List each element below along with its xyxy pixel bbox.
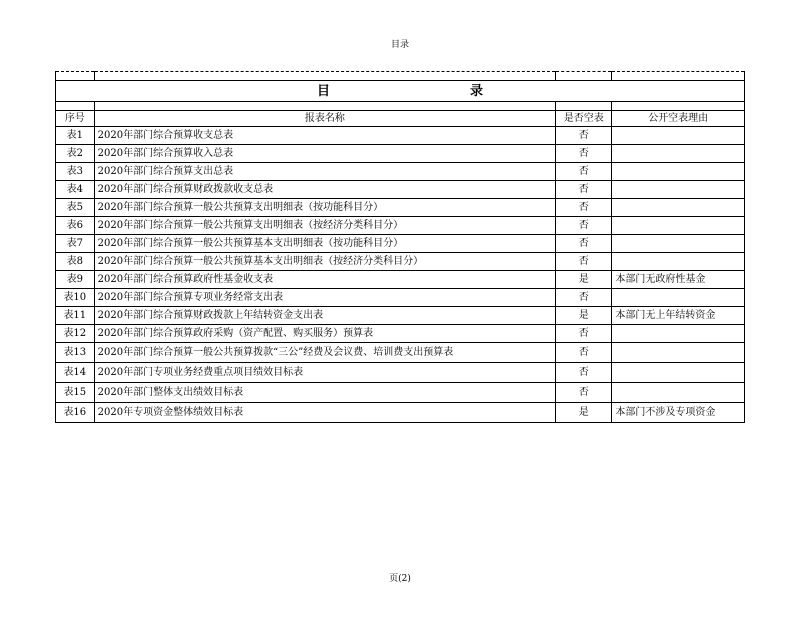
row-number: 表13 xyxy=(56,343,95,363)
empty-reason xyxy=(612,163,745,181)
is-empty: 否 xyxy=(556,363,612,383)
report-name: 2020年部门综合预算支出总表 xyxy=(94,163,555,181)
empty-reason xyxy=(612,217,745,235)
is-empty: 否 xyxy=(556,163,612,181)
is-empty: 否 xyxy=(556,145,612,163)
spacer-row xyxy=(56,72,745,81)
is-empty: 否 xyxy=(556,325,612,343)
report-name: 2020年专项资金整体绩效目标表 xyxy=(94,403,555,423)
is-empty: 否 xyxy=(556,217,612,235)
column-header: 是否空表 xyxy=(556,111,612,127)
is-empty: 否 xyxy=(556,199,612,217)
catalog-table xyxy=(55,71,745,423)
table-row xyxy=(56,217,745,235)
report-name: 2020年部门综合预算政府采购（资产配置、购买服务）预算表 xyxy=(94,325,555,343)
row-number: 表2 xyxy=(56,145,95,163)
empty-reason xyxy=(612,289,745,307)
empty-reason xyxy=(612,343,745,363)
report-name: 2020年部门综合预算专项业务经常支出表 xyxy=(94,289,555,307)
is-empty: 否 xyxy=(556,289,612,307)
table-row xyxy=(56,343,745,363)
row-number: 表7 xyxy=(56,235,95,253)
column-header: 公开空表理由 xyxy=(612,111,745,127)
is-empty: 是 xyxy=(556,307,612,325)
row-number: 表16 xyxy=(56,403,95,423)
row-number: 表4 xyxy=(56,181,95,199)
empty-reason xyxy=(612,363,745,383)
table-title xyxy=(56,81,745,102)
report-name: 2020年部门综合预算财政拨款收支总表 xyxy=(94,181,555,199)
title-left: 目 xyxy=(316,83,330,99)
report-name: 2020年部门综合预算收入总表 xyxy=(94,145,555,163)
table-body xyxy=(56,127,745,423)
report-name: 2020年部门综合预算政府性基金收支表 xyxy=(94,271,555,289)
table-row xyxy=(56,145,745,163)
is-empty: 否 xyxy=(556,181,612,199)
report-name: 2020年部门综合预算一般公共预算基本支出明细表（按功能科目分） xyxy=(94,235,555,253)
spacer-row xyxy=(56,102,745,111)
empty-reason: 本部门无上年结转资金 xyxy=(612,307,745,325)
table-row xyxy=(56,289,745,307)
empty-reason xyxy=(612,145,745,163)
is-empty: 否 xyxy=(556,253,612,271)
table-row xyxy=(56,271,745,289)
row-number: 表15 xyxy=(56,383,95,403)
table-row xyxy=(56,325,745,343)
row-number: 表10 xyxy=(56,289,95,307)
table-header-row xyxy=(56,111,745,127)
table-title-row xyxy=(56,81,745,102)
is-empty: 否 xyxy=(556,235,612,253)
report-name: 2020年部门专项业务经费重点项目绩效目标表 xyxy=(94,363,555,383)
title-right: 录 xyxy=(470,83,484,99)
empty-reason: 本部门不涉及专项资金 xyxy=(612,403,745,423)
report-name: 2020年部门综合预算一般公共预算基本支出明细表（按经济分类科目分） xyxy=(94,253,555,271)
report-name: 2020年部门综合预算财政拨款上年结转资金支出表 xyxy=(94,307,555,325)
row-number: 表6 xyxy=(56,217,95,235)
column-header: 序号 xyxy=(56,111,95,127)
is-empty: 是 xyxy=(556,271,612,289)
table-row xyxy=(56,307,745,325)
table-row xyxy=(56,383,745,403)
empty-reason xyxy=(612,127,745,145)
row-number: 表5 xyxy=(56,199,95,217)
row-number: 表12 xyxy=(56,325,95,343)
row-number: 表3 xyxy=(56,163,95,181)
row-number: 表11 xyxy=(56,307,95,325)
empty-reason xyxy=(612,253,745,271)
report-name: 2020年部门综合预算收支总表 xyxy=(94,127,555,145)
is-empty: 否 xyxy=(556,127,612,145)
table-row xyxy=(56,199,745,217)
table-row xyxy=(56,235,745,253)
is-empty: 否 xyxy=(556,383,612,403)
table-row xyxy=(56,163,745,181)
row-number: 表14 xyxy=(56,363,95,383)
is-empty: 是 xyxy=(556,403,612,423)
report-name: 2020年部门综合预算一般公共预算支出明细表（按功能科目分） xyxy=(94,199,555,217)
empty-reason xyxy=(612,325,745,343)
table-row xyxy=(56,403,745,423)
empty-reason xyxy=(612,235,745,253)
empty-reason: 本部门无政府性基金 xyxy=(612,271,745,289)
empty-reason xyxy=(612,181,745,199)
column-header: 报表名称 xyxy=(94,111,555,127)
table-row xyxy=(56,363,745,383)
page-footer: 页(2) xyxy=(389,574,411,584)
empty-reason xyxy=(612,383,745,403)
table-row xyxy=(56,253,745,271)
report-name: 2020年部门整体支出绩效目标表 xyxy=(94,383,555,403)
report-name: 2020年部门综合预算一般公共预算支出明细表（按经济分类科目分） xyxy=(94,217,555,235)
empty-reason xyxy=(612,199,745,217)
is-empty: 否 xyxy=(556,343,612,363)
page-header: 目录 xyxy=(390,40,409,50)
table-row xyxy=(56,127,745,145)
row-number: 表9 xyxy=(56,271,95,289)
row-number: 表8 xyxy=(56,253,95,271)
report-name: 2020年部门综合预算一般公共预算拨款“三公”经费及会议费、培训费支出预算表 xyxy=(94,343,555,363)
table-row xyxy=(56,181,745,199)
row-number: 表1 xyxy=(56,127,95,145)
